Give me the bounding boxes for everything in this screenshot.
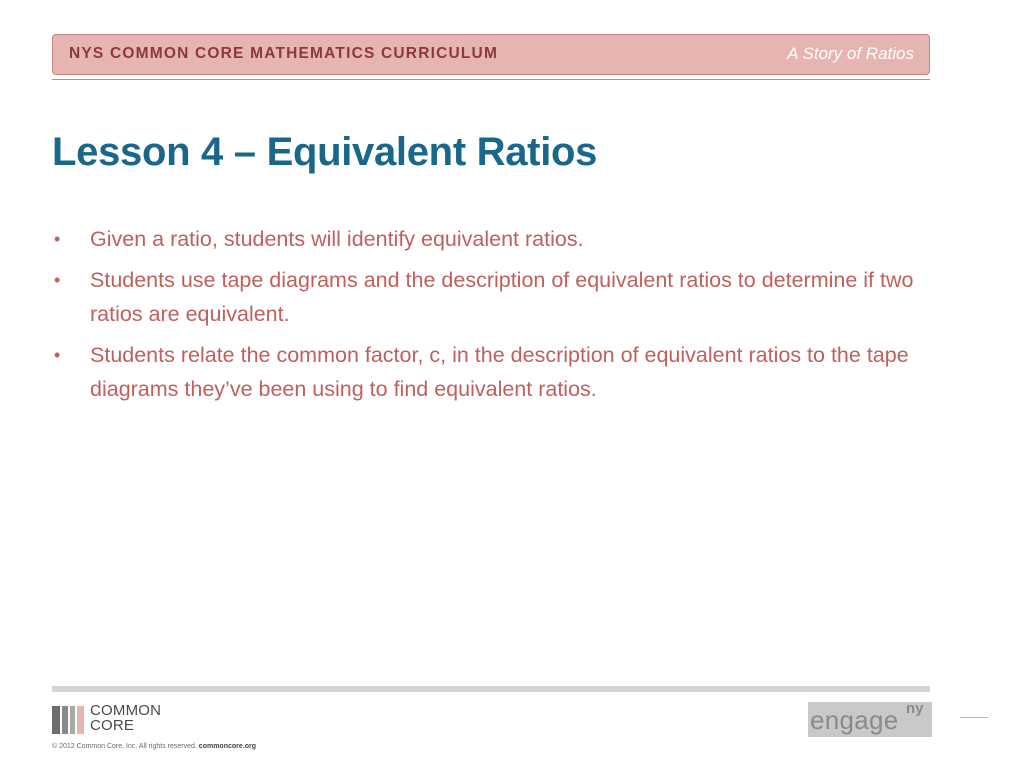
bullet-icon: • <box>54 229 61 249</box>
common-core-logo <box>52 703 192 737</box>
header-bar <box>52 34 930 75</box>
header-divider <box>52 79 930 80</box>
copyright-text <box>52 743 256 750</box>
bullet-text: Given a ratio, students will identify equivalent ratios. <box>90 227 584 251</box>
logo-line-common: COMMON <box>90 702 162 719</box>
common-core-bars-icon <box>52 706 84 734</box>
decorative-side-line <box>960 717 988 718</box>
list-item <box>52 222 922 256</box>
bullet-text: Students relate the common factor, c, in the description of equivalent ratios to the tape diagrams they’ve been using to find equivalent ratios. <box>90 343 909 401</box>
copyright-notice: © 2012 Common Core, Inc. All rights reserved. <box>52 743 197 750</box>
footer-divider <box>52 686 930 692</box>
lesson-title: Lesson 4 – Equivalent Ratios <box>52 130 598 174</box>
engage-wordmark: engage <box>810 705 899 735</box>
bullet-icon: • <box>54 270 61 290</box>
bullet-text: Students use tape diagrams and the description of equivalent ratios to determine if two ratios are equivalent. <box>90 268 914 326</box>
list-item <box>52 263 922 331</box>
bullet-icon: • <box>54 345 61 365</box>
engageny-logo <box>808 702 932 737</box>
engage-superscript: ny <box>906 700 924 717</box>
list-item <box>52 338 922 406</box>
objectives-list <box>52 222 922 413</box>
copyright-site: commoncore.org <box>198 743 256 750</box>
curriculum-title: NYS COMMON CORE MATHEMATICS CURRICULUM <box>69 45 499 62</box>
common-core-wordmark <box>90 703 161 733</box>
story-title: A Story of Ratios <box>787 44 914 63</box>
logo-line-core: CORE <box>90 717 135 734</box>
